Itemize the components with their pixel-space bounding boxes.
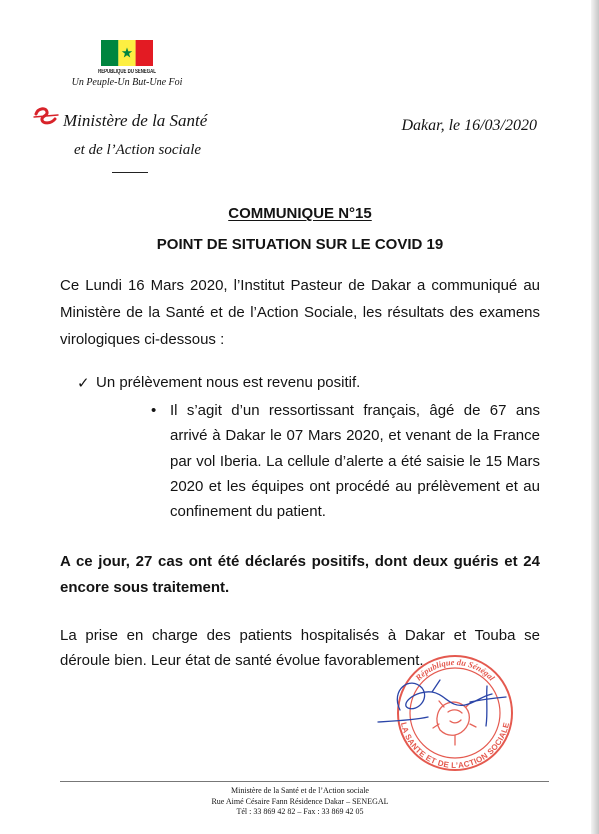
ministry-name-line1: Ministère de la Santé [63,111,208,130]
bullet-paragraph [170,398,540,524]
communique-subject: POINT DE SITUATION SUR LE COVID 19 [156,236,444,253]
closing-line: La prise en charge des patients hospitalisés à Dakar et Touba se [60,627,540,644]
flag-red-stripe [136,40,153,66]
signature [378,680,506,726]
closing-line: déroule bien. Leur état de santé évolue favorablement. [60,652,424,669]
intro-line: Ce Lundi 16 Mars 2020, l’Institut Pasteur de Dakar a communiqué au [60,277,540,294]
communique-number: COMMUNIQUE N°15 [228,205,372,222]
check-item-text: Un prélèvement nous est revenu positif. [96,374,361,391]
flag-green-stripe [101,40,118,66]
intro-line: Ministère de la Santé et de l’Action Sociale, les résultats des examens [60,304,540,321]
senegal-flag-icon [101,40,153,66]
bullet-line: par vol Iberia. La cellule d’alerte a été saisie le 15 Mars [170,452,540,470]
bullet-line: confinement du patient. [170,503,326,521]
footer-line: Tél : 33 869 42 82 – Fax : 33 869 42 05 [236,807,364,816]
intro-paragraph [60,272,540,353]
summary-line: encore sous traitement. [60,579,230,596]
page-edge-shadow [591,0,599,834]
header-divider [112,172,148,173]
footer-address [60,786,540,818]
place-and-date: Dakar, le 16/03/2020 [401,117,537,134]
bullet-icon: • [151,402,157,419]
bullet-line: Il s’agit d’un ressortissant français, âgé de 67 ans [170,402,540,419]
summary-line: A ce jour, 27 cas ont été déclarés positifs, dont deux guéris et 24 [60,553,540,570]
summary-paragraph [60,549,540,601]
intro-line: virologiques ci-dessous : [60,331,225,348]
national-motto: Un Peuple-Un But-Une Foi [71,77,183,88]
stamp-emblem-icon [433,701,476,745]
bullet-line: arrivé à Dakar le 07 Mars 2020, et venant de la France [170,427,540,445]
republic-name: REPUBLIQUE DU SENEGAL [98,69,156,75]
stamp-top-label: République du Sénégal [413,656,497,683]
bullet-line: 2020 et les équipes ont procédé au prélèvement et au [170,477,540,495]
footer-line: Rue Aimé Césaire Fann Résidence Dakar – SENEGAL [211,796,389,806]
ministry-logo-icon [33,104,59,128]
check-icon: ✓ [77,374,90,392]
stamp-bottom-label: LA SANTE ET DE L’ACTION SOCIALE [398,721,512,771]
footer-line: Ministère de la Santé et de l’Action sociale [231,786,369,795]
official-stamp [370,650,520,780]
footer-divider [60,781,549,782]
ministry-name-line2: et de l’Action sociale [74,142,202,158]
